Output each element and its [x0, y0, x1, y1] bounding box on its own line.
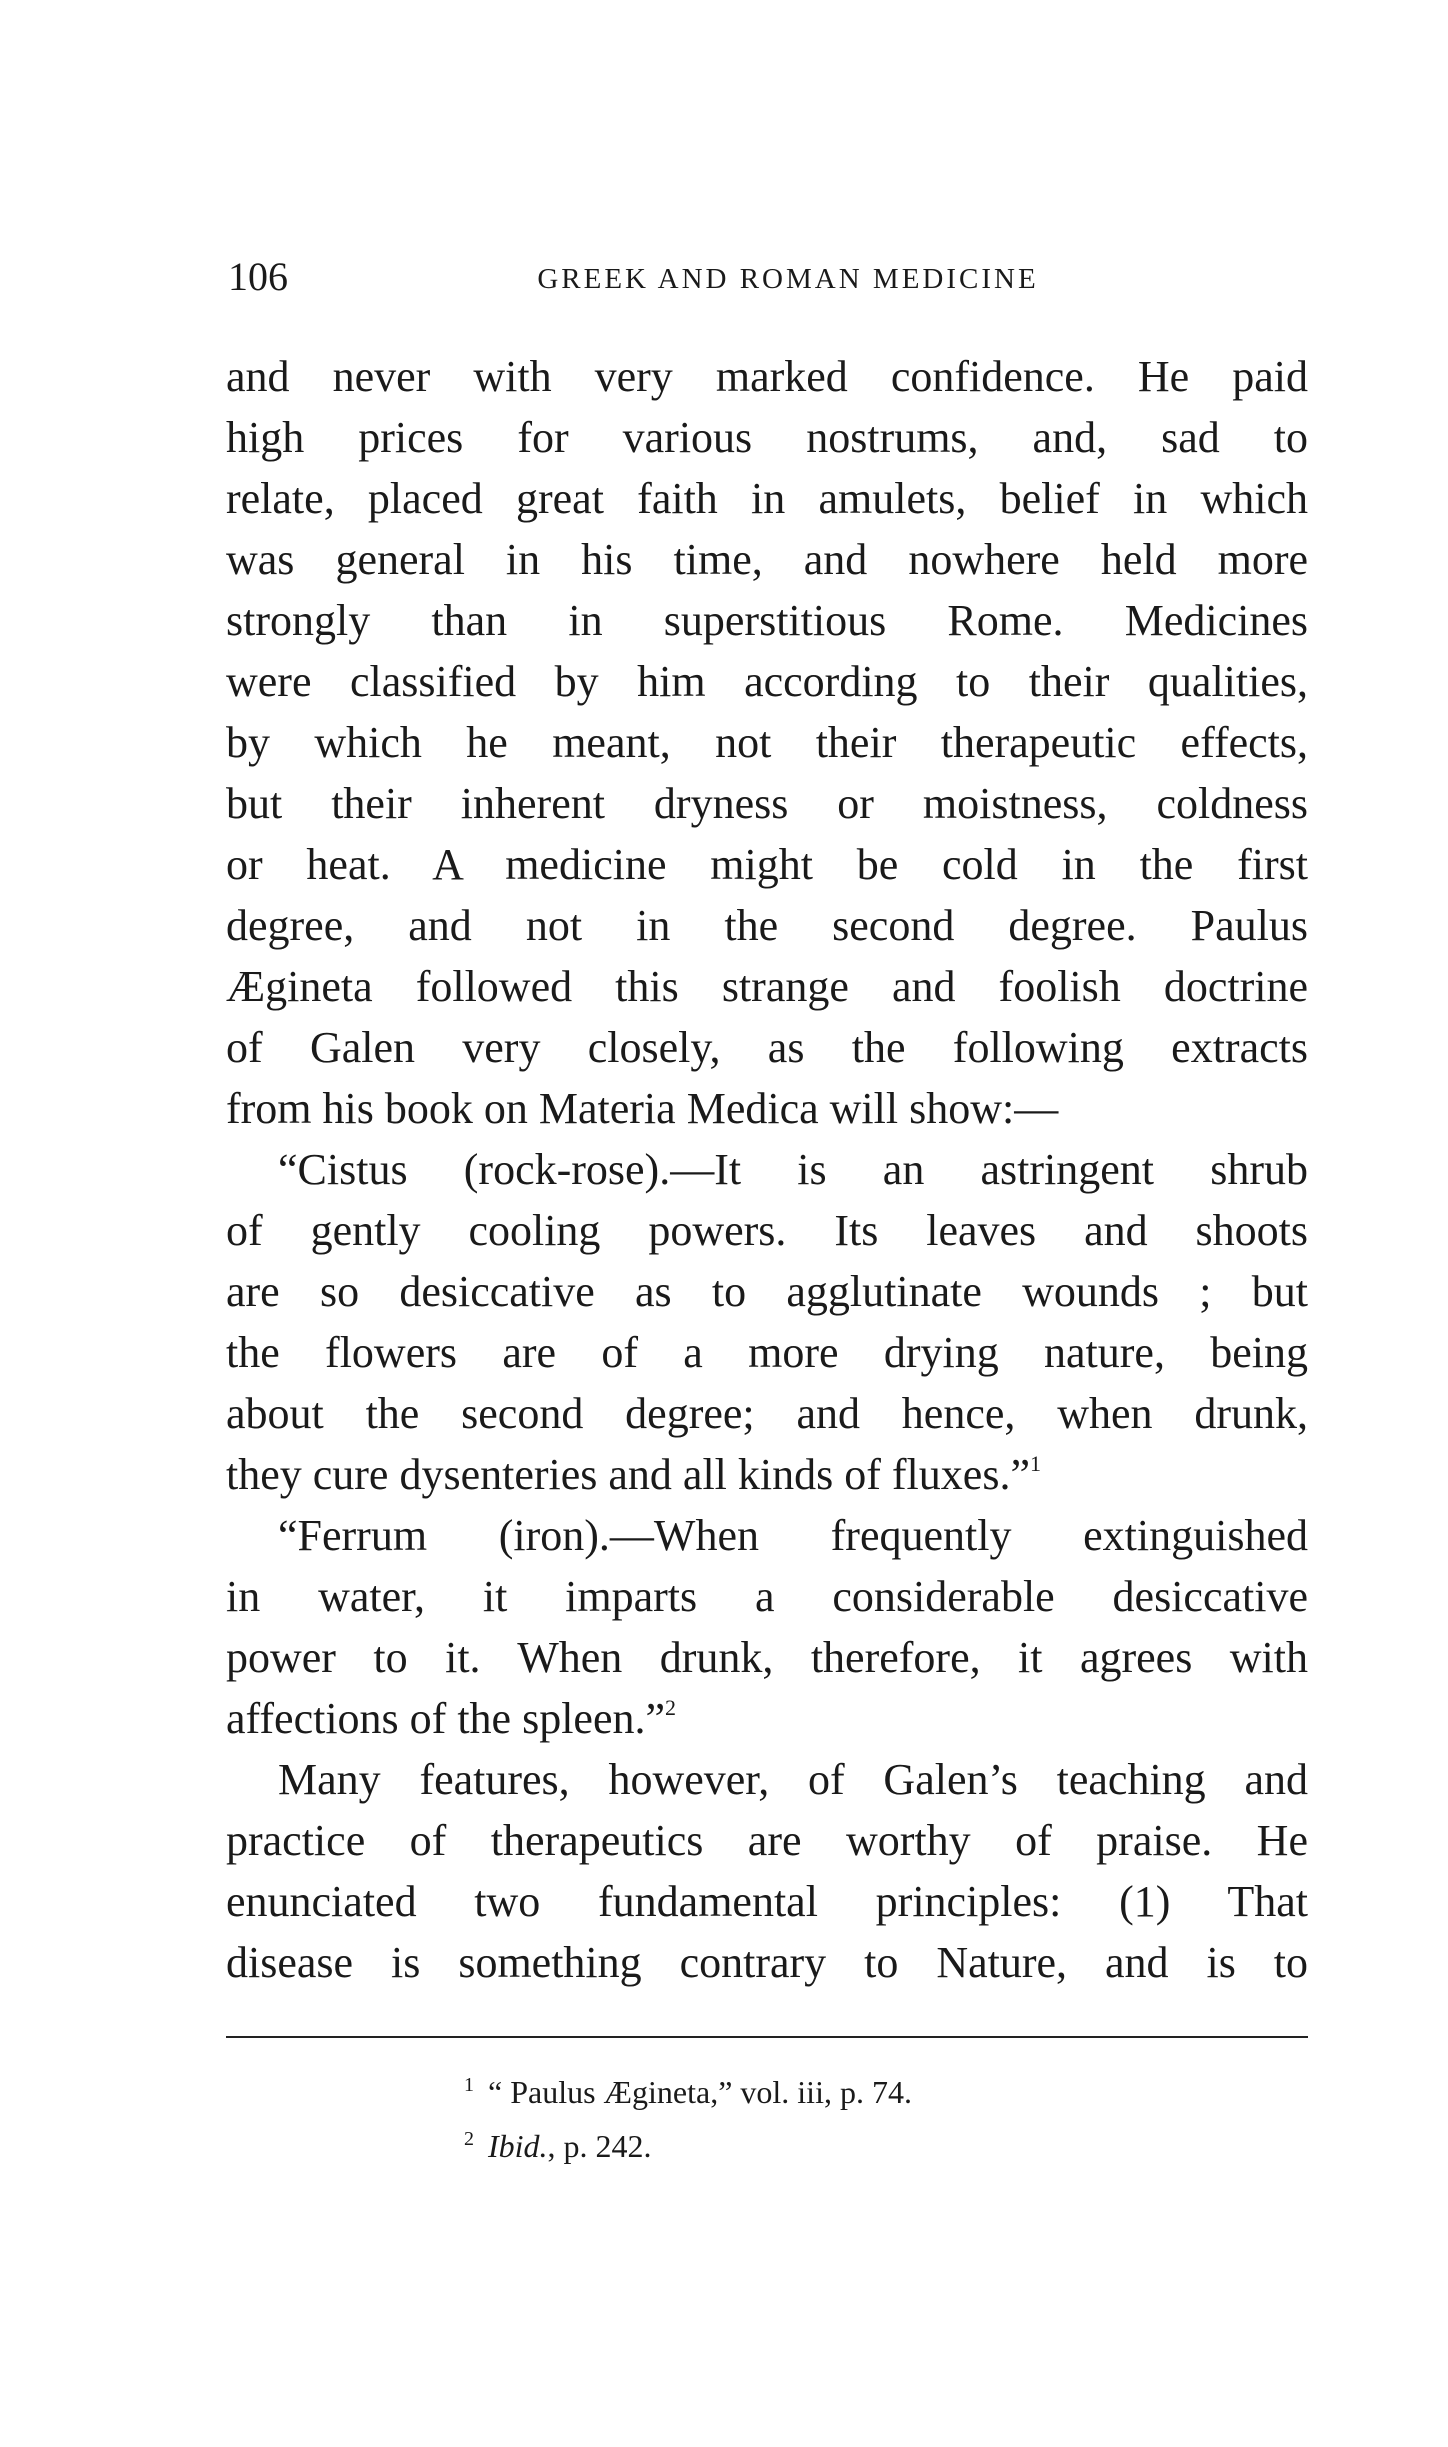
text-line: relate, placed great faith in amulets, belief in which	[226, 474, 1308, 523]
quote-line: power to it. When drunk, therefore, it agrees with	[226, 1633, 1308, 1682]
text-line: disease is something contrary to Nature, and is to	[226, 1938, 1308, 1987]
text-line: from his book on Materia Medica will show:—	[226, 1084, 1059, 1133]
running-title: GREEK AND ROMAN MEDICINE	[537, 263, 1039, 295]
text-line: were classified by him according to their qualities,	[226, 657, 1308, 706]
text-line: enunciated two fundamental principles: (1) That	[226, 1877, 1308, 1926]
quote-line-with-ref	[226, 1688, 1308, 1749]
text-line: degree, and not in the second degree. Paulus	[226, 901, 1308, 950]
text-line: by which he meant, not their therapeutic effects,	[226, 718, 1308, 767]
footnote-divider	[226, 2036, 1308, 2038]
quote-line: “Cistus (rock-rose).—It is an astringent shrub	[278, 1145, 1308, 1194]
text-line: and never with very marked confidence. He paid	[226, 352, 1308, 401]
quote-line: affections of the spleen.”	[226, 1694, 666, 1743]
footnote-text: “ Paulus Ægineta,” vol. iii, p. 74.	[488, 2074, 912, 2110]
footnote-ibid: Ibid.	[488, 2128, 548, 2164]
footnote-ref-2[interactable]: 2	[665, 1695, 677, 1720]
footnote-1	[464, 2062, 1304, 2116]
footnote-2	[464, 2116, 1304, 2170]
page-number: 106	[228, 254, 288, 299]
quote-line: of gently cooling powers. Its leaves and shoots	[226, 1206, 1308, 1255]
quote-line: the flowers are of a more drying nature, being	[226, 1328, 1308, 1377]
footnote-text: , p. 242.	[547, 2128, 652, 2164]
text-line: strongly than in superstitious Rome. Medicines	[226, 596, 1308, 645]
footnote-ref-1[interactable]: 1	[1029, 1451, 1041, 1476]
quote-line-with-ref	[226, 1444, 1308, 1505]
text-line: or heat. A medicine might be cold in the first	[226, 840, 1308, 889]
quote-line: in water, it imparts a considerable desiccative	[226, 1572, 1308, 1621]
quote-line: “Ferrum (iron).—When frequently extinguished	[278, 1511, 1308, 1560]
text-line: Many features, however, of Galen’s teaching and	[278, 1755, 1308, 1804]
body-text	[226, 346, 1308, 1993]
footnote-mark: 2	[464, 2128, 474, 2150]
text-line: Ægineta followed this strange and foolish doctrine	[226, 962, 1308, 1011]
footnote-mark: 1	[464, 2074, 474, 2096]
text-line: high prices for various nostrums, and, sad to	[226, 413, 1308, 462]
quote-line: they cure dysenteries and all kinds of fluxes.”	[226, 1450, 1030, 1499]
footnotes	[464, 2062, 1304, 2170]
running-head	[228, 252, 1308, 302]
text-line: was general in his time, and nowhere held more	[226, 535, 1308, 584]
text-line: of Galen very closely, as the following extracts	[226, 1023, 1308, 1072]
text-line: practice of therapeutics are worthy of praise. He	[226, 1816, 1308, 1865]
text-line: but their inherent dryness or moistness, coldness	[226, 779, 1308, 828]
quote-line: are so desiccative as to agglutinate wounds ; but	[226, 1267, 1308, 1316]
quote-line: about the second degree; and hence, when drunk,	[226, 1389, 1308, 1438]
